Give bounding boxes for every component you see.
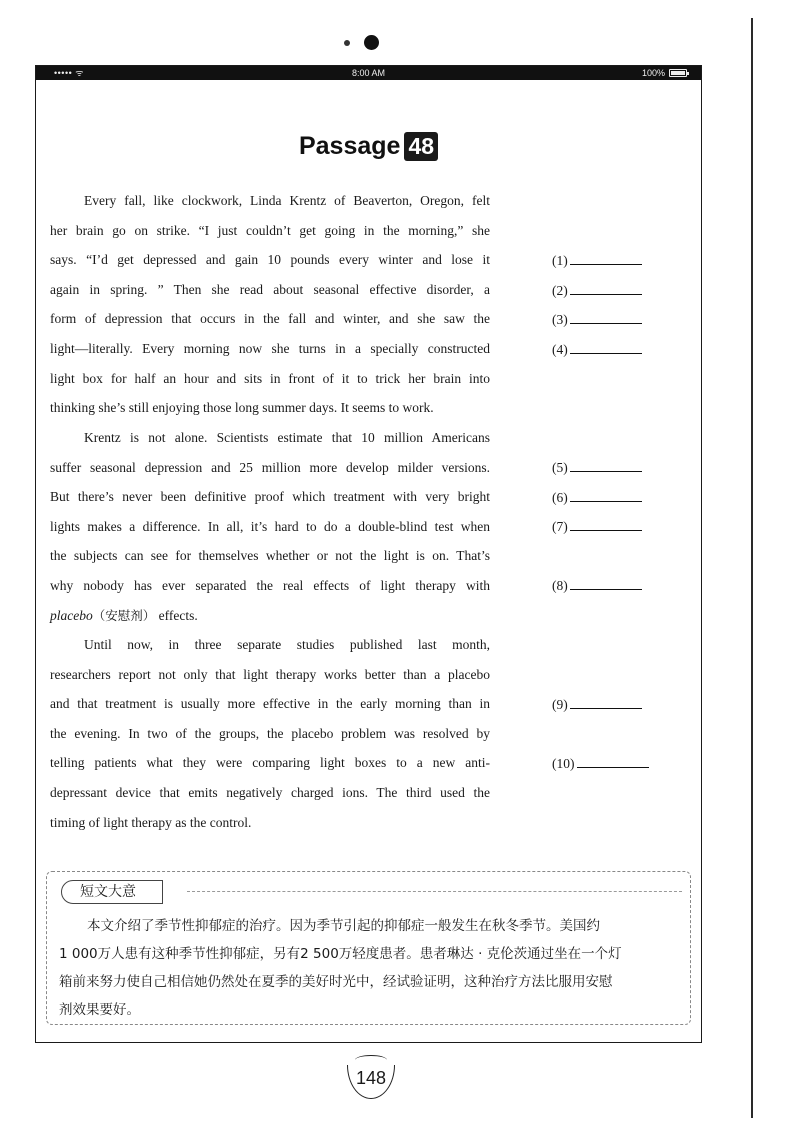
text-line: form of depression that occurs in the fall and winter, and she saw the (50, 311, 490, 327)
blank-label: (3) (552, 312, 568, 327)
blank-label: (1) (552, 253, 568, 268)
answer-blank-1[interactable] (552, 253, 642, 271)
signal-indicator: ••••• ᯤ (54, 68, 84, 78)
blank-label: (8) (552, 578, 568, 593)
summary-label: 短文大意 (61, 880, 163, 904)
answer-blank-7[interactable] (552, 519, 642, 537)
text-line: says. “I’d get depressed and gain 10 pounds every winter and lose it (50, 252, 490, 268)
passage-number-badge: 48 (404, 132, 438, 161)
text-line: thinking she’s still enjoying those long summer days. It seems to work. (50, 400, 434, 416)
paragraph-2 (50, 423, 490, 630)
page-edge-rule (751, 18, 753, 1118)
text-line: Every fall, like clockwork, Linda Krentz of Beaverton, Oregon, felt (84, 193, 490, 208)
battery-indicator (642, 66, 687, 80)
summary-text (59, 912, 684, 1024)
blank-label: (6) (552, 490, 568, 505)
text-line: telling patients what they were comparing light boxes to a new anti- (50, 755, 490, 771)
text-line: her brain go on strike. “I just couldn’t get going in the morning,” she (50, 222, 490, 238)
blank-label: (7) (552, 519, 568, 534)
answer-blank-9[interactable] (552, 697, 642, 715)
front-camera (341, 35, 381, 51)
paragraph-1 (50, 186, 490, 423)
page-number-badge (343, 1055, 399, 1103)
answer-blank-8[interactable] (552, 578, 642, 596)
answer-blank-5[interactable] (552, 460, 642, 478)
summary-line: 本文介绍了季节性抑郁症的治疗。因为季节引起的抑郁症一般发生在秋冬季节。美国约 (87, 918, 600, 934)
text-line: light—literally. Every morning now she turns in a specially constructed (50, 340, 490, 356)
camera-sensor-icon (344, 40, 350, 46)
summary-line: 剂效果要好。 (59, 1002, 140, 1018)
text-line: lights makes a difference. In all, it’s hard to do a double-blind test when (50, 518, 490, 534)
text-line: and that treatment is usually more effective in the early morning than in (50, 696, 490, 712)
placebo-line (50, 601, 490, 631)
device-screen (35, 65, 702, 1043)
placebo-gloss: （安慰剂） (92, 607, 156, 623)
text-line: light box for half an hour and sits in front of it to trick her brain into (50, 370, 490, 386)
answer-blank-6[interactable] (552, 490, 642, 508)
text-line: But there’s never been definitive proof which treatment with very bright (50, 489, 490, 505)
blank-label: (9) (552, 697, 568, 712)
answer-blank-2[interactable] (552, 283, 642, 301)
passage-title-word: Passage (298, 132, 401, 160)
text-line: Krentz is not alone. Scientists estimate that 10 million Americans (84, 430, 490, 445)
answer-blank-4[interactable] (552, 342, 642, 360)
answer-blank-10[interactable] (552, 756, 649, 774)
text-line: timing of light therapy as the control. (50, 814, 252, 830)
page-number: 148 (355, 1068, 387, 1088)
paragraph-3 (50, 630, 490, 837)
placebo-rest: effects. (158, 607, 198, 623)
status-time: 8:00 AM (351, 68, 386, 78)
blank-label: (2) (552, 283, 568, 298)
blank-label: (10) (552, 756, 575, 771)
battery-percent: 100% (641, 68, 665, 78)
text-line: depressant device that emits negatively charged ions. The third used the (50, 784, 490, 800)
answer-blank-3[interactable] (552, 312, 642, 330)
text-line: again in spring. ” Then she read about seasonal effective disorder, a (50, 281, 490, 297)
text-line: Until now, in three separate studies published last month, (84, 637, 490, 652)
passage-title (36, 132, 701, 161)
status-bar (36, 66, 701, 80)
camera-lens-icon (364, 35, 379, 50)
placebo-word: placebo (50, 607, 93, 623)
text-line: researchers report not only that light therapy works better than a placebo (50, 666, 490, 682)
text-line: why nobody has ever separated the real effects of light therapy with (50, 577, 490, 593)
text-line: the evening. In two of the groups, the placebo problem was resolved by (50, 725, 490, 741)
summary-line: 箱前来努力使自己相信她仍然处在夏季的美好时光中，经试验证明，这种治疗方法比服用安慰 (59, 974, 613, 990)
text-line: suffer seasonal depression and 25 million more develop milder versions. (50, 459, 490, 475)
summary-box (46, 871, 691, 1025)
text-line: the subjects can see for themselves whether or not the light is on. That’s (50, 548, 490, 564)
blank-label: (4) (552, 342, 568, 357)
blank-label: (5) (552, 460, 568, 475)
summary-divider (187, 891, 682, 892)
battery-icon (669, 69, 687, 77)
summary-line: 1 000万人患有这种季节性抑郁症，另有2 500万轻度患者。患者琳达 · 克伦茨通过坐在一个灯 (59, 946, 622, 962)
